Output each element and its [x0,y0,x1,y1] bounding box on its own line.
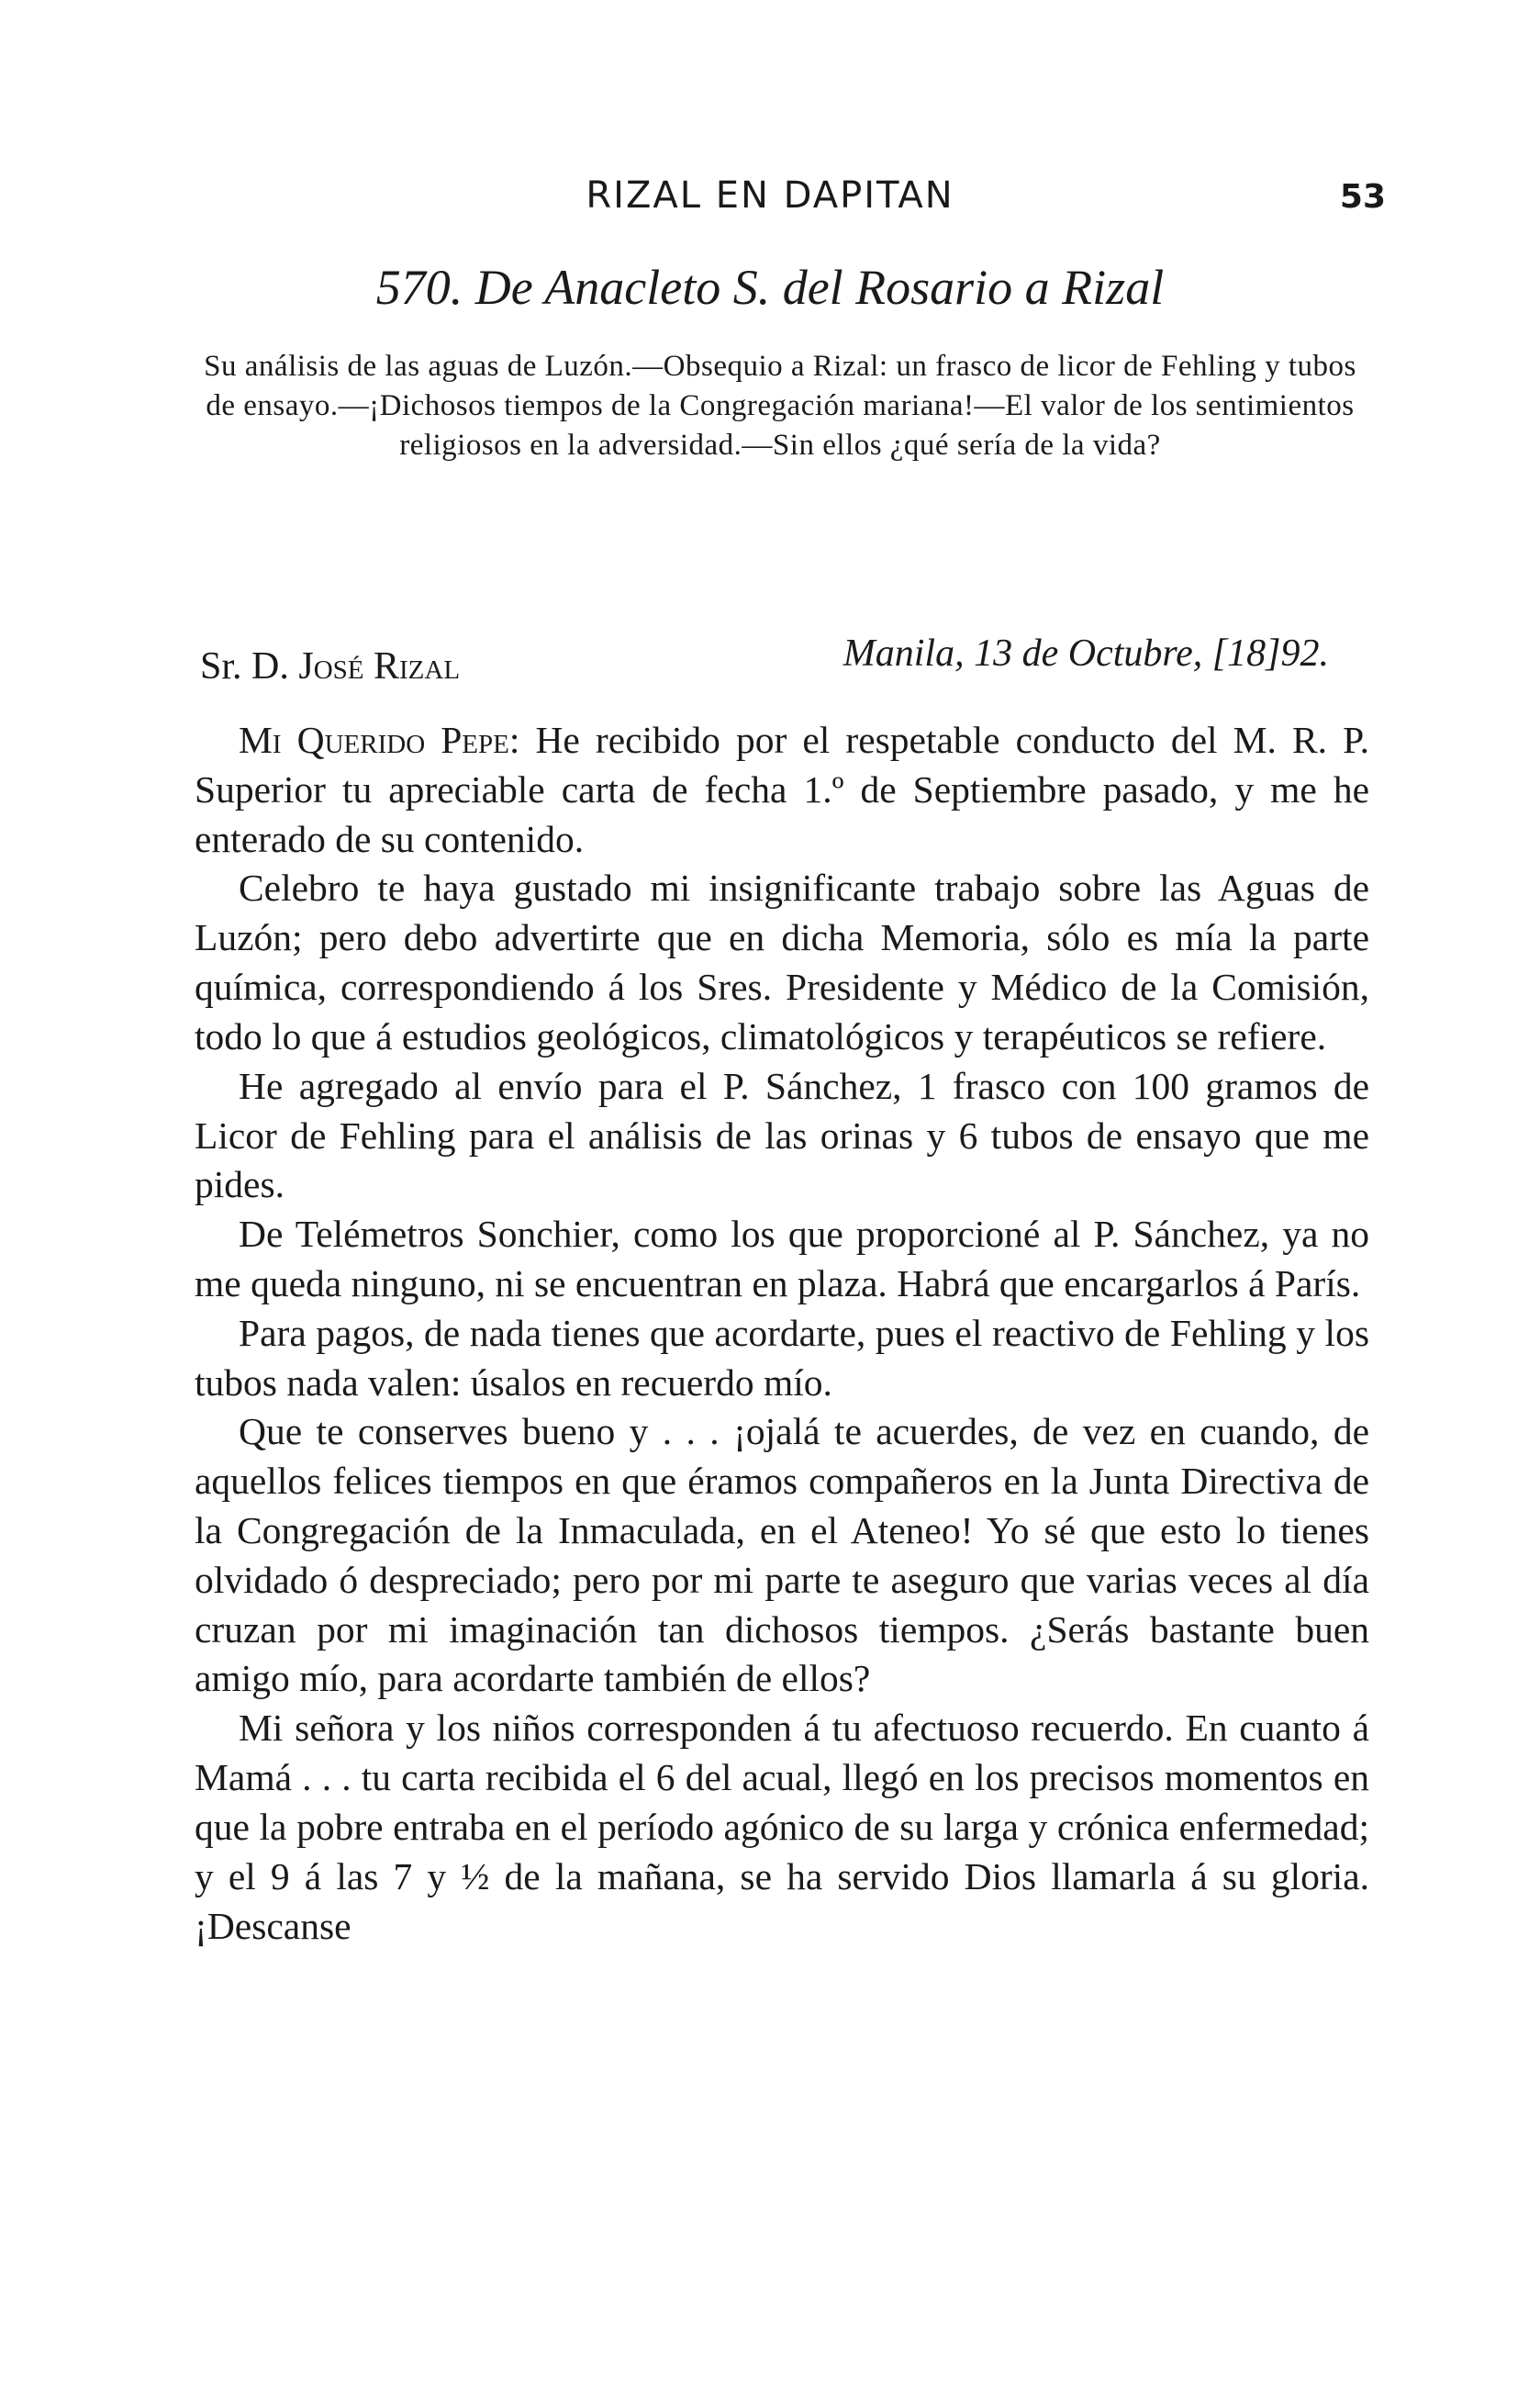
paragraph [195,716,1369,864]
dateline: Manila, 13 de Octubre, [18]92. [843,632,1329,675]
page-number: 53 [1339,178,1386,216]
paragraph: Mi señora y los niños corresponden á tu afectuoso recuerdo. En cuanto á Mamá . . . tu carta recibida el 6 del acual, llegó en los precisos momentos en que la pobre entraba en el período agónico de su larga y crónica enfermedad; y el 9 á las 7 y ½ de la mañana, se ha servido Dios llamarla á su gloria. ¡Descanse [195,1707,1369,1947]
paragraph: He agregado al envío para el P. Sánchez, 1 frasco con 100 gramos de Licor de Fehling para el análisis de las orinas y 6 tubos de ensayo que me pides. [195,1064,1369,1206]
letter-title: 570. De Anacleto S. del Rosario a Rizal [375,260,1165,315]
addressee [200,644,460,688]
addressee-prefix: Sr. D. [200,645,299,688]
running-title: RIZAL EN DAPITAN [586,174,954,217]
running-head [0,174,1540,229]
letter-summary: Su análisis de las aguas de Luzón.—Obsequio a Rizal: un frasco de licor de Fehling y tubos de ensayo.—¡Dichosos tiempos de la Congregación mariana!—El valor de los sentimientos religiosos en la adversidad.—Sin ellos ¿qué sería de la vida? [204,350,1356,462]
paragraph: Celebro te haya gustado mi insignificante trabajo sobre las Aguas de Luzón; pero debo advertirte que en dicha Memoria, sólo es mía la parte química, correspondiendo á los Sres. Presidente y Médico de la Comisión, todo lo que á estudios geológicos, climatológicos y terapéuticos se refiere. [195,867,1369,1058]
paragraph: De Telémetros Sonchier, como los que proporcioné al P. Sánchez, ya no me queda ninguno, ni se encuentran en plaza. Habrá que encargarlos á París. [195,1213,1369,1304]
paragraph-text: : He recibido por el respetable conducto del M. R. P. Superior tu apreciable carta de fecha 1.º de Septiembre pasado, y me he enterado de su contenido. [195,719,1369,860]
paragraph: Para pagos, de nada tienes que acordarte, pues el reactivo de Fehling y los tubos nada valen: úsalos en recuerdo mío. [195,1311,1369,1404]
paragraph: Que te conserves bueno y . . . ¡ojalá te acuerdes, de vez en cuando, de aquellos felices tiempos en que éramos compañeros en la Junta Directiva de la Congregación de la Inmaculada, en el Ateneo! Yo sé que esto lo tienes olvidado ó despreciado; pero por mi parte te aseguro que varias veces al día cruzan por mi imaginación tan dichosos tiempos. ¿Serás bastante buen amigo mío, para acordarte también de ellos? [195,1410,1369,1700]
letter-body [195,716,1369,1951]
addressee-name: José Rizal [298,645,461,688]
salutation: Mi Querido Pepe [239,719,509,761]
